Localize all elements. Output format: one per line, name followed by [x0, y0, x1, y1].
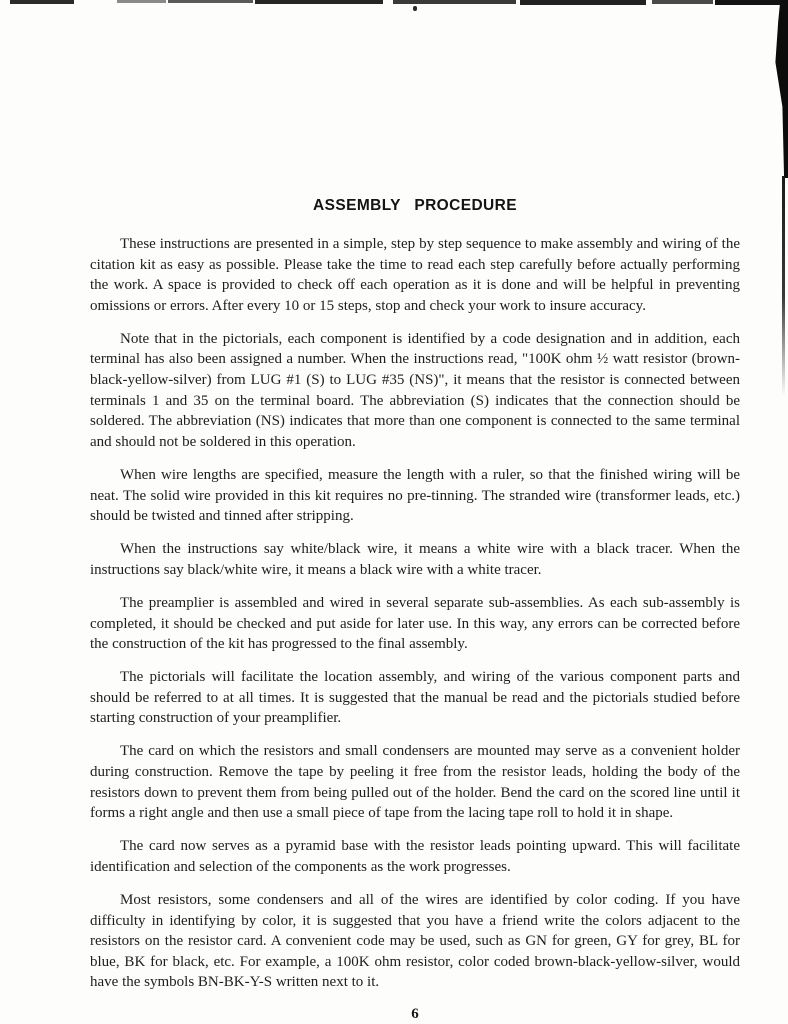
page-number: 6: [411, 1005, 419, 1022]
page-content: [90, 197, 740, 1023]
page-title: ASSEMBLY PROCEDURE: [313, 197, 517, 214]
paragraph-wire-tracer: When the instructions say white/black wire, it means a white wire with a black tracer. When the instructions say black/white wire, it means a black wire with a white tracer.: [90, 541, 740, 578]
scan-artifact-top-segment: [117, 0, 166, 3]
scan-artifact-right-edge-tail: [782, 176, 785, 396]
paragraph-sub-assemblies: The preamplier is assembled and wired in several separate sub-assemblies. As each sub-assembly is completed, it should be checked and put aside for later use. In this way, any errors can be corrected before the construction of the kit has progressed to the final assembly.: [90, 594, 740, 653]
scan-artifact-top-segment: [652, 0, 713, 4]
scan-artifact-top-segment: [10, 0, 74, 4]
paragraph-pictorials: The pictorials will facilitate the location assembly, and wiring of the various component parts and should be referred to at all times. It is suggested that the manual be read and the pictorials studied before starting construction of your preamplifier.: [90, 669, 740, 727]
scan-artifact-top-segment: [715, 0, 788, 5]
scan-artifact-top-segment: [168, 0, 253, 3]
paragraph-wire-lengths: When wire lengths are specified, measure the length with a ruler, so that the finished wiring will be neat. The solid wire provided in this kit requires no pre-tinning. The stranded wire (transformer leads, etc.) should be twisted and tinned after stripping.: [90, 466, 740, 525]
scan-artifact-top-segment: [393, 0, 516, 4]
scan-artifact-right-edge: [774, 0, 788, 178]
scan-artifact-dot: [413, 6, 417, 11]
scan-artifact-top-segment: [520, 0, 646, 5]
scan-artifact-top-segment: [255, 0, 383, 4]
paragraph-resistor-card: The card on which the resistors and small condensers are mounted may serve as a convenient holder during construction. Remove the tape by peeling it free from the resistor leads, holding the body of the resistors down to prevent them from being pulled out of the holder. Bend the card on the scored line until it forms a right angle and then use a small piece of tape from the lacing tape roll to hold it in shape.: [90, 743, 740, 822]
paragraph-code-designation: Note that in the pictorials, each component is identified by a code designation and in addition, each terminal has also been assigned a number. When the instructions read, "100K ohm ½ watt resistor (brown-black-yellow-silver) from LUG #1 (S) to LUG #35 (NS)", it means that the resistor is connected between terminals 1 and 35 on the terminal board. The abbreviation (S) indicates that the connection should be soldered. The abbreviation (NS) indicates that more than one component is connected to the same terminal and should not be soldered in this operation.: [90, 330, 740, 450]
paragraph-pyramid-base: The card now serves as a pyramid base with the resistor leads pointing upward. This will facilitate identification and selection of the components as the work progresses.: [90, 838, 740, 875]
scan-artifact-top-edge: [0, 0, 788, 8]
paragraph-color-coding: Most resistors, some condensers and all of the wires are identified by color coding. If you have difficulty in identifying by color, it is suggested that you have a friend write the colors adjacent to the resistors on the resistor card. A convenient code may be used, such as GN for green, GY for grey, BL for blue, BK for black, etc. For example, a 100K ohm resistor, color coded brown-black-yellow-silver, would have the symbols BN-BK-Y-S written next to it.: [90, 892, 740, 991]
paragraph-intro: These instructions are presented in a simple, step by step sequence to make assembly and wiring of the citation kit as easy as possible. Please take the time to read each step carefully before actually performing the work. A space is provided to check off each operation as it is done and will be helpful in preventing omissions or errors. After every 10 or 15 steps, stop and check your work to insure accuracy.: [90, 236, 740, 314]
